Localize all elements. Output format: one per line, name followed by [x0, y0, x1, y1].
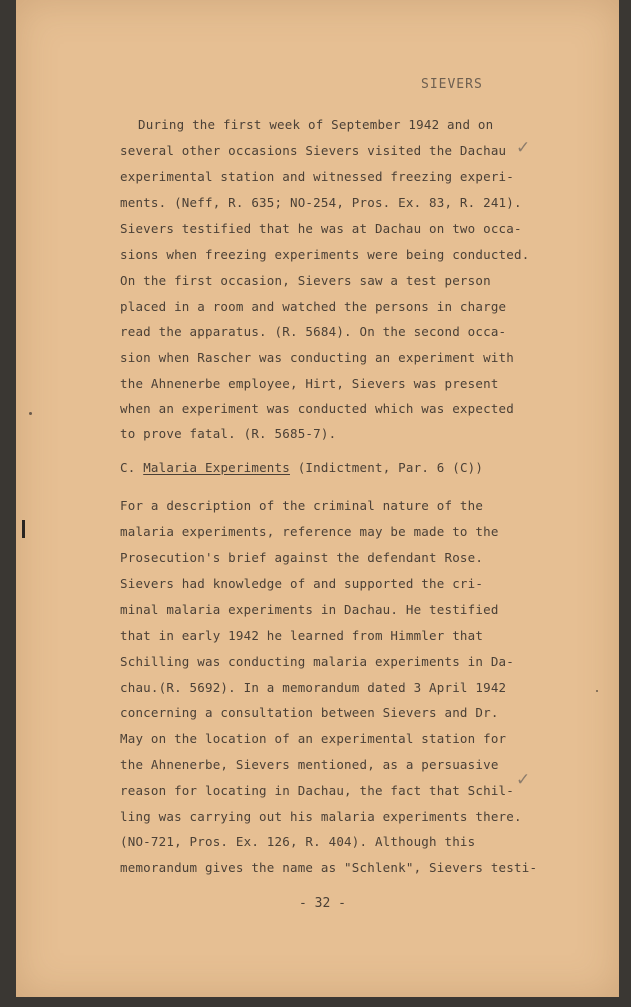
running-header: SIEVERS [421, 77, 483, 92]
ink-speck [29, 412, 32, 415]
text-line: Sievers testified that he was at Dachau on two occa- [120, 221, 522, 236]
text-line: On the first occasion, Sievers saw a test person [120, 273, 491, 288]
text-line: to prove fatal. (R. 5685-7). [120, 426, 337, 441]
text-line: Prosecution's brief against the defendant Rose. [120, 550, 484, 565]
text-line: sion when Rascher was conducting an experiment with [120, 350, 515, 365]
text-line: several other occasions Sievers visited the Dachau [120, 143, 507, 158]
text-line: chau.(R. 5692). In a memorandum dated 3 April 1942 [120, 680, 507, 695]
text-line: experimental station and witnessed freezing experi- [120, 169, 515, 184]
text-line: For a description of the criminal nature of the [120, 498, 484, 513]
text-line: read the apparatus. (R. 5684). On the second occa- [120, 324, 507, 339]
text-line: reason for locating in Dachau, the fact that Schil- [120, 783, 515, 798]
text-line: ling was carrying out his malaria experiments there. [120, 809, 522, 824]
text-line: the Ahnenerbe, Sievers mentioned, as a persuasive [120, 757, 499, 772]
text-line: the Ahnenerbe employee, Hirt, Sievers was present [120, 376, 499, 391]
text-line: (NO-721, Pros. Ex. 126, R. 404). Although this [120, 834, 476, 849]
text-line: Schilling was conducting malaria experiments in Da- [120, 654, 515, 669]
check-mark-icon: ✓ [516, 138, 531, 158]
text-line: sions when freezing experiments were being conducted. [120, 247, 530, 262]
text-line: when an experiment was conducted which was expected [120, 401, 515, 416]
text-line: concerning a consultation between Sievers and Dr. [120, 705, 499, 720]
ink-speck [596, 690, 598, 692]
binding-mark [22, 520, 25, 538]
section-suffix: (Indictment, Par. 6 (C)) [289, 460, 484, 475]
page-number: - 32 - [299, 896, 346, 911]
text-line: During the first week of September 1942 and on [138, 117, 494, 132]
text-line: Sievers had knowledge of and supported the cri- [120, 576, 484, 591]
section-prefix: C. [120, 460, 144, 475]
text-line: May on the location of an experimental station for [120, 731, 507, 746]
text-line: minal malaria experiments in Dachau. He testified [120, 602, 499, 617]
section-heading [120, 460, 483, 476]
text-line: ments. (Neff, R. 635; NO-254, Pros. Ex. 83, R. 241). [120, 195, 522, 210]
text-line: malaria experiments, reference may be made to the [120, 524, 499, 539]
section-title: Malaria Experiments [143, 460, 290, 475]
document-page [16, 0, 619, 997]
check-mark-icon: ✓ [516, 770, 531, 790]
text-line: placed in a room and watched the persons in charge [120, 299, 507, 314]
text-line: memorandum gives the name as "Schlenk", Sievers testi- [120, 860, 538, 875]
text-line: that in early 1942 he learned from Himmler that [120, 628, 484, 643]
